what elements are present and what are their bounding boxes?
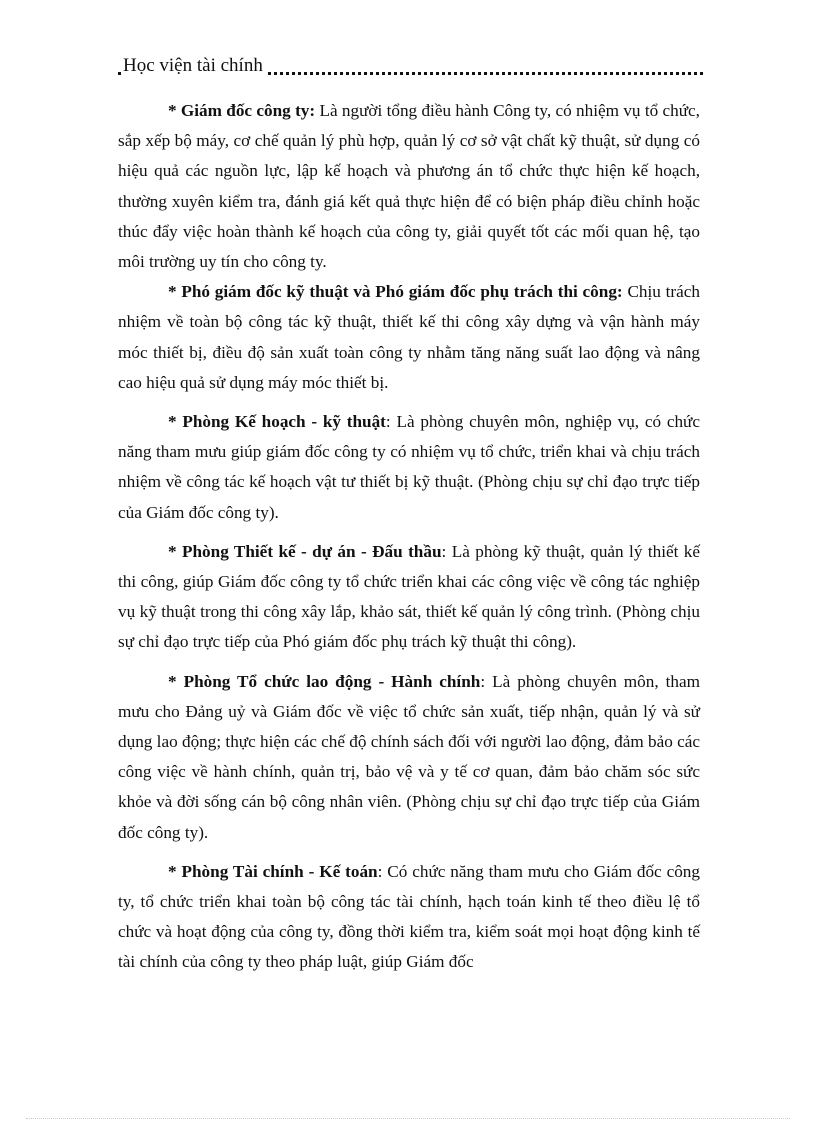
paragraph-to-chuc-lao-dong bbox=[118, 667, 700, 848]
paragraph-text: : Là phòng chuyên môn, tham mưu cho Đảng uỷ và Giám đốc về việc tổ chức sản xuất, tiếp nhận, quản lý và sử dụng lao động; thực hiện các chế độ chính sách đối với người lao động, đảm bảo các công việc về hành chính, quản trị, bảo vệ và y tế cơ quan, đảm bảo chăm sóc sức khỏe và đời sống cán bộ công nhân viên. (Phòng chịu sự chỉ đạo trực tiếp của Giám đốc công ty). bbox=[118, 671, 700, 842]
page-header bbox=[118, 52, 703, 80]
paragraph-ke-hoach-ky-thuat bbox=[118, 407, 700, 528]
document-body bbox=[118, 96, 700, 978]
paragraph-heading: * Phòng Tài chính - Kế toán bbox=[168, 861, 378, 881]
page-bottom-rule bbox=[26, 1118, 790, 1119]
paragraph-heading: * Phòng Tổ chức lao động - Hành chính bbox=[168, 671, 481, 691]
paragraph-heading: * Phòng Kế hoạch - kỹ thuật bbox=[168, 412, 386, 432]
paragraph-heading: * Phòng Thiết kế - dự án - Đấu thầu bbox=[168, 541, 442, 561]
paragraph-tai-chinh-ke-toan bbox=[118, 857, 700, 978]
paragraph-text: Là người tổng điều hành Công ty, có nhiệm vụ tổ chức, sắp xếp bộ máy, cơ chế quản lý phù hợp, quản lý cơ sở vật chất kỹ thuật, sử dụng có hiệu quả các nguồn lực, lập kế hoạch và phương án tổ chức thực hiện kế hoạch, thường xuyên kiểm tra, đánh giá kết quả thực hiện để có biện pháp điều chỉnh hoặc thúc đẩy việc hoàn thành kế hoạch của công ty, giải quyết tốt các mối quan hệ, tạo môi trường uy tín cho công ty. bbox=[118, 101, 700, 272]
paragraph-text: : Là phòng chuyên môn, nghiệp vụ, có chức năng tham mưu giúp giám đốc công ty có nhiệm vụ tổ chức, triển khai và chịu trách nhiệm về công tác kế hoạch vật tư thiết bị kỹ thuật. (Phòng chịu sự chỉ đạo trực tiếp của Giám đốc công ty). bbox=[118, 412, 700, 522]
paragraph-heading: * Phó giám đốc kỹ thuật và Phó giám đốc phụ trách thi công: bbox=[168, 282, 623, 302]
header-title: Học viện tài chính bbox=[123, 55, 263, 76]
paragraph-text: Chịu trách nhiệm về toàn bộ công tác kỹ thuật, thiết kế thi công xây dựng và vận hành máy móc thiết bị, điều độ sản xuất toàn công ty nhằm tăng năng suất lao động và nâng cao hiệu quả sử dụng máy móc thiết bị. bbox=[118, 282, 700, 392]
paragraph-giam-doc bbox=[118, 96, 700, 277]
paragraph-heading: * Giám đốc công ty: bbox=[168, 101, 316, 120]
paragraph-thiet-ke-du-an bbox=[118, 537, 700, 658]
paragraph-text: : Có chức năng tham mưu cho Giám đốc công ty, tổ chức triển khai toàn bộ công tác tài chính, hạch toán kinh tế theo điều lệ tổ chức và hoạt động của công ty, đồng thời kiểm tra, kiểm soát mọi hoạt động kinh tế tài chính của công ty theo pháp luật, giúp Giám đốc bbox=[118, 861, 700, 972]
paragraph-pho-giam-doc bbox=[118, 277, 700, 398]
paragraph-text: : Là phòng kỹ thuật, quản lý thiết kế thi công, giúp Giám đốc công ty tổ chức triển khai các công việc về công tác nghiệp vụ kỹ thuật trong thi công xây lắp, khảo sát, thiết kế quản lý công trình. (Phòng chịu sự chỉ đạo trực tiếp của Phó giám đốc phụ trách kỹ thuật thi công). bbox=[118, 541, 700, 652]
